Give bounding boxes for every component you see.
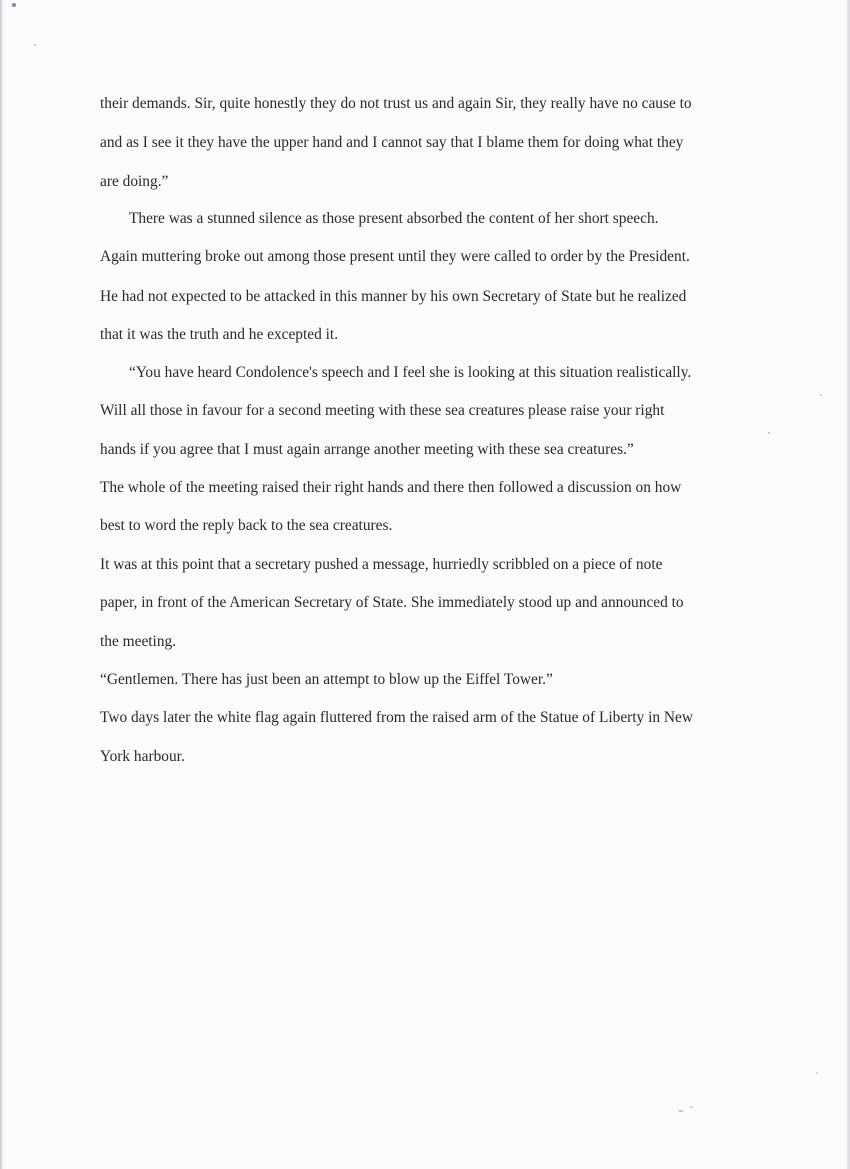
scan-speck xyxy=(12,3,16,7)
text-line: best to word the reply back to the sea creatures. xyxy=(100,517,393,534)
text-line: “Gentlemen. There has just been an attempt to blow up the Eiffel Tower.” xyxy=(100,671,553,688)
text-line: are doing.” xyxy=(100,173,169,190)
text-line: It was at this point that a secretary pushed a message, hurriedly scribbled on a piece of note xyxy=(100,556,663,573)
page-edge-left xyxy=(0,0,3,1169)
scan-speck xyxy=(678,1110,684,1112)
text-line: Two days later the white flag again fluttered from the raised arm of the Statue of Liberty in New xyxy=(100,709,693,726)
scan-speck xyxy=(768,432,770,434)
text-line: Will all those in favour for a second meeting with these sea creatures please raise your right xyxy=(100,402,665,419)
text-line: There was a stunned silence as those present absorbed the content of her short speech. xyxy=(129,210,659,227)
page-edge-right xyxy=(846,0,850,1169)
text-line: the meeting. xyxy=(100,633,177,650)
text-line: York harbour. xyxy=(100,748,185,765)
text-line: and as I see it they have the upper hand and I cannot say that I blame them for doing what they xyxy=(100,134,684,151)
text-line: Again muttering broke out among those present until they were called to order by the President. xyxy=(100,248,690,265)
scan-speck xyxy=(820,394,822,396)
scan-speck xyxy=(690,1106,693,1108)
text-line: He had not expected to be attacked in this manner by his own Secretary of State but he realized xyxy=(100,288,687,305)
text-line: their demands. Sir, quite honestly they do not trust us and again Sir, they really have no cause to xyxy=(100,95,692,112)
scan-speck xyxy=(34,44,36,46)
text-line: paper, in front of the American Secretary of State. She immediately stood up and announced to xyxy=(100,594,684,611)
text-line: that it was the truth and he excepted it. xyxy=(100,326,339,343)
text-line: “You have heard Condolence's speech and I feel she is looking at this situation realistically. xyxy=(129,364,692,381)
text-line: hands if you agree that I must again arrange another meeting with these sea creatures.” xyxy=(100,441,634,458)
scan-speck xyxy=(816,1072,818,1074)
text-line: The whole of the meeting raised their right hands and there then followed a discussion on how xyxy=(100,479,682,496)
